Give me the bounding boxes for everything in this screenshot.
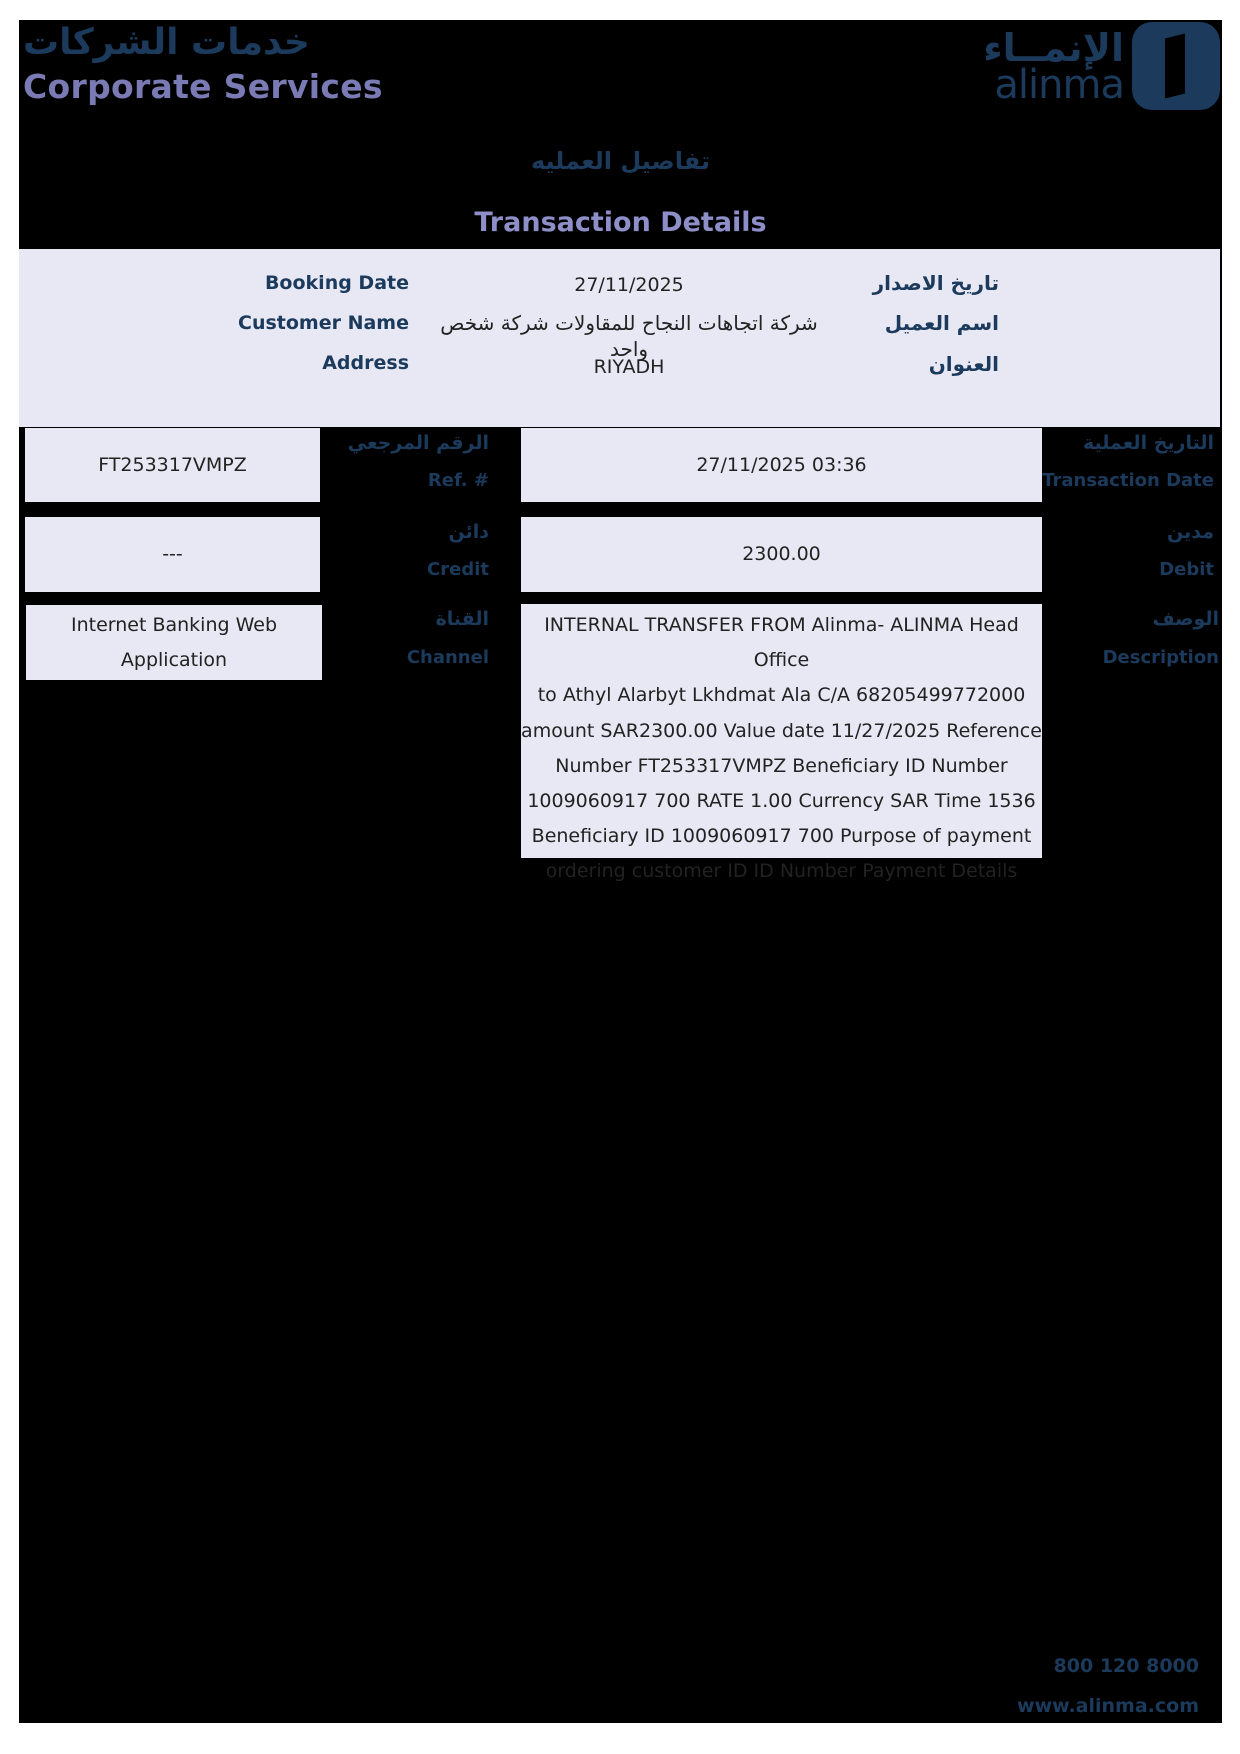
description-line: to Athyl Alarbyt Lkhdmat Ala C/A 68205499772000 <box>537 684 1026 707</box>
page-title-arabic: تفاصيل العمليه <box>530 147 711 175</box>
description-line: Beneficiary ID 1009060917 700 Purpose of payment <box>531 825 1032 848</box>
page-title-english: Transaction Details <box>474 207 767 238</box>
description-line: ordering customer ID ID Number Payment Details <box>545 860 1018 883</box>
ref-label-arabic: الرقم المرجعي <box>347 432 489 454</box>
description-value <box>521 604 1042 883</box>
footer-website[interactable]: www.alinma.com <box>1017 1695 1199 1717</box>
credit-label: Credit <box>427 559 489 580</box>
transaction-date-label-arabic: التاريخ العملية <box>1082 432 1214 454</box>
description-label-arabic: الوصف <box>1152 608 1219 630</box>
booking-date-value: 27/11/2025 <box>574 274 684 296</box>
description-label: Description <box>1102 647 1219 668</box>
debit-label-arabic: مدين <box>1167 521 1214 543</box>
address-label: Address <box>322 352 409 374</box>
credit-value: --- <box>25 517 320 592</box>
header-english-title: Corporate Services <box>23 67 383 106</box>
booking-date-label: Booking Date <box>264 272 409 294</box>
credit-label-arabic: دائن <box>448 521 489 543</box>
description-line: 1009060917 700 RATE 1.00 Currency SAR Time 1536 <box>527 790 1036 813</box>
header-arabic-title: خدمات الشركات <box>23 22 310 63</box>
channel-value-line: Application <box>120 649 228 671</box>
customer-name-label: Customer Name <box>238 312 409 334</box>
address-label-arabic: العنوان <box>928 352 999 376</box>
channel-value-line: Internet Banking Web <box>70 614 278 636</box>
customer-name-label-arabic: اسم العميل <box>884 311 999 335</box>
channel-label-arabic: القناة <box>435 608 489 630</box>
debit-value: 2300.00 <box>521 517 1042 592</box>
description-line: INTERNAL TRANSFER FROM Alinma- ALINMA Head Office <box>544 614 1019 672</box>
transaction-date-value: 27/11/2025 03:36 <box>521 428 1042 502</box>
logo-english-text: alinma <box>994 62 1124 108</box>
logo-arabic-text: الإنمــاء <box>983 26 1124 70</box>
channel-value <box>26 605 322 680</box>
ref-label: Ref. # <box>427 470 489 491</box>
debit-label: Debit <box>1159 559 1214 580</box>
customer-name-value: شركة اتجاهات النجاح للمقاولات شركة شخص واحد <box>440 311 818 361</box>
booking-date-label-arabic: تاريخ الاصدار <box>872 271 999 295</box>
transaction-date-label: Transaction Date <box>1042 470 1214 491</box>
channel-label: Channel <box>406 647 489 668</box>
description-line: Number FT253317VMPZ Beneficiary ID Number <box>555 754 1008 777</box>
footer-phone: 800 120 8000 <box>1053 1655 1199 1677</box>
document-page <box>19 20 1222 1723</box>
description-line: amount SAR2300.00 Value date 11/27/2025 Reference <box>521 719 1042 742</box>
info-panel-strip <box>19 393 1220 427</box>
address-value: RIYADH <box>593 356 665 378</box>
ref-value: FT253317VMPZ <box>25 428 320 502</box>
alinma-logo-icon <box>1132 22 1220 110</box>
